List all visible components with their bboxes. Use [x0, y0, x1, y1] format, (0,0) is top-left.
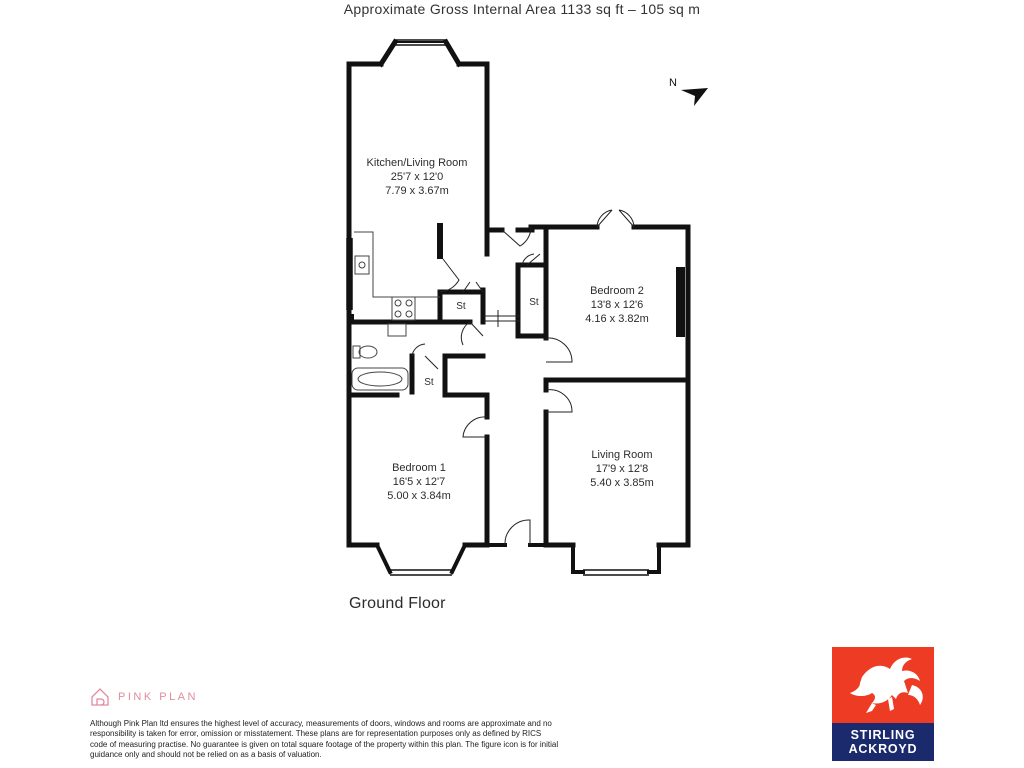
disclaimer: Although Pink Plan ltd ensures the highest level of accuracy, measurements of doors, windows and rooms are approximate and no responsibility is taken for error, omission or misstatement. These plans are for representation purposes only as defined by RICS code of measuring practise. No guarantee is given on total square footage of the property within this plan. The figure icon is for initial guidance only and should not be relied on as a basis of valuation.: [90, 719, 559, 759]
pink-plan-house-icon: [90, 687, 110, 707]
logo-line-1: STIRLING: [850, 728, 916, 742]
north-arrow: [669, 77, 708, 106]
room-kitchen-living: [367, 157, 468, 197]
north-letter: N: [669, 77, 677, 89]
basin-icon: [388, 324, 406, 336]
room-name: Bedroom 1: [392, 462, 446, 474]
store-label: St: [456, 301, 466, 312]
north-arrow-icon: [681, 88, 708, 106]
room-name: Living Room: [591, 449, 653, 461]
room-name: Bedroom 2: [590, 285, 644, 297]
floor-label: Ground Floor: [349, 595, 446, 612]
griffin-icon: [832, 647, 934, 723]
sink-icon: [355, 256, 369, 274]
room-imperial: 25'7 x 12'0: [390, 171, 444, 183]
logo-bottom-panel: [832, 723, 934, 761]
room-metric: 5.40 x 3.85m: [590, 477, 654, 489]
gross-internal-area: Approximate Gross Internal Area 1133 sq ft – 105 sq m: [343, 1, 701, 17]
room-metric: 5.00 x 3.84m: [387, 490, 451, 502]
bathroom-fixtures: [352, 324, 408, 390]
pink-plan-brand: [90, 687, 198, 707]
bath-icon: [352, 368, 408, 390]
room-living-room: [590, 449, 654, 489]
room-imperial: 16'5 x 12'7: [392, 476, 446, 488]
room-bedroom-2: [585, 285, 649, 325]
room-imperial: 13'8 x 12'6: [590, 299, 644, 311]
step-marker: [484, 310, 520, 327]
toilet-icon: [359, 346, 377, 358]
logo-top-panel: [832, 647, 934, 723]
store-label: St: [424, 377, 434, 388]
stirling-ackroyd-logo: [832, 647, 934, 761]
room-metric: 4.16 x 3.82m: [585, 313, 649, 325]
room-name: Kitchen/Living Room: [366, 157, 468, 169]
store-label: St: [529, 297, 539, 308]
kitchen-units: [354, 232, 440, 320]
pink-plan-name: PINK PLAN: [118, 691, 198, 703]
logo-line-2: ACKROYD: [848, 742, 918, 756]
room-imperial: 17'9 x 12'8: [595, 463, 649, 475]
hob-icon: [392, 297, 415, 320]
room-bedroom-1: [387, 462, 451, 502]
room-metric: 7.79 x 3.67m: [385, 185, 449, 197]
